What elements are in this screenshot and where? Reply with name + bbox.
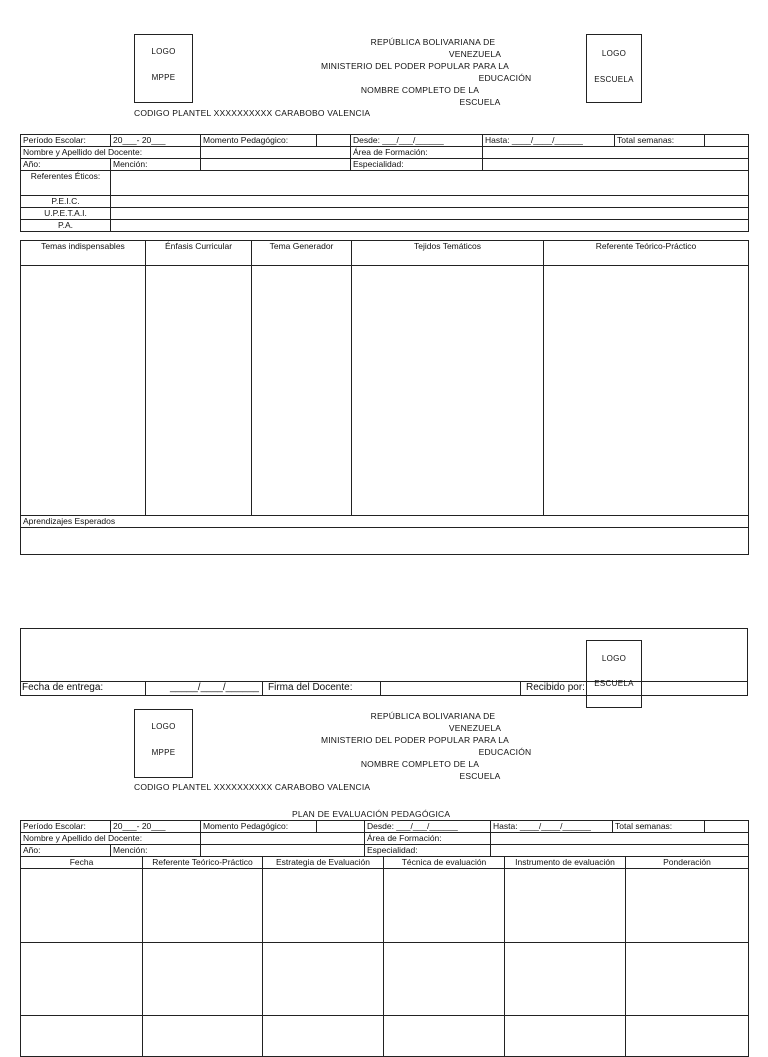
evaluation-cell[interactable]: [21, 943, 143, 1016]
area-field[interactable]: [483, 147, 749, 159]
school-code: CODIGO PLANTEL XXXXXXXXXX CARABOBO VALENCIA: [134, 108, 371, 118]
logo-label: LOGO: [601, 654, 627, 663]
mencion-field[interactable]: [201, 159, 351, 171]
logo-label: LOGO: [601, 49, 627, 58]
hasta-field[interactable]: Hasta: ____/____/______: [491, 821, 613, 833]
logo-escuela-box: [586, 640, 642, 708]
referente-cell[interactable]: [544, 266, 749, 516]
divider: [145, 681, 146, 696]
header-line-1: REPÚBLICA BOLIVARIANA DE: [370, 37, 496, 47]
divider: [380, 681, 381, 696]
evaluation-cell[interactable]: [143, 1016, 263, 1057]
col-tejidos: Tejidos Temáticos: [352, 241, 544, 266]
docente-field[interactable]: [201, 147, 351, 159]
area-field[interactable]: [491, 833, 749, 845]
area-label: Área de Formación:: [365, 833, 491, 845]
upetai-label: U.P.E.T.A.I.: [21, 208, 111, 220]
total-semanas-label: Total semanas:: [613, 821, 705, 833]
enfasis-cell[interactable]: [146, 266, 252, 516]
col-referente: Referente Teórico-Práctico: [544, 241, 749, 266]
tejidos-cell[interactable]: [352, 266, 544, 516]
anio-label: Año:: [21, 845, 111, 857]
referentes-field[interactable]: [111, 171, 749, 196]
mppe-label: MPPE: [151, 748, 176, 757]
header-line-4: EDUCACIÓN: [478, 747, 532, 757]
school-code: CODIGO PLANTEL XXXXXXXXXX CARABOBO VALENCIA: [134, 782, 371, 792]
docente-label: Nombre y Apellido del Docente:: [21, 833, 201, 845]
evaluation-cell[interactable]: [263, 943, 384, 1016]
evaluation-cell[interactable]: [505, 869, 626, 943]
header-line-6: ESCUELA: [459, 771, 501, 781]
fecha-entrega-field[interactable]: _____/____/______: [170, 682, 259, 693]
momento-field[interactable]: [317, 135, 351, 147]
evaluation-cell[interactable]: [263, 1016, 384, 1057]
divider: [262, 681, 263, 696]
col-instrumento: Instrumento de evaluación: [505, 857, 626, 869]
evaluation-cell[interactable]: [626, 943, 749, 1016]
aprendizajes-label: Aprendizajes Esperados: [21, 516, 749, 528]
logo-label: LOGO: [151, 722, 176, 731]
col-ponderacion: Ponderación: [626, 857, 749, 869]
planning-content-grid: [20, 240, 749, 555]
institution-header: [290, 710, 540, 782]
divider: [520, 681, 521, 696]
col-fecha: Fecha: [21, 857, 143, 869]
mencion-label: Mención:: [111, 845, 201, 857]
evaluation-cell[interactable]: [626, 869, 749, 943]
evaluation-cell[interactable]: [263, 869, 384, 943]
col-tecnica: Técnica de evaluación: [384, 857, 505, 869]
escuela-label: ESCUELA: [594, 75, 634, 84]
pa-label: P.A.: [21, 220, 111, 232]
evaluation-cell[interactable]: [143, 869, 263, 943]
evaluation-cell[interactable]: [505, 1016, 626, 1057]
logo-escuela-box: [586, 34, 642, 103]
docente-label: Nombre y Apellido del Docente:: [21, 147, 201, 159]
periodo-field[interactable]: 20___- 20___: [111, 135, 201, 147]
header-line-2: VENEZUELA: [448, 723, 502, 733]
header-line-2: VENEZUELA: [448, 49, 502, 59]
header-line-5: NOMBRE COMPLETO DE LA: [360, 85, 480, 95]
mppe-label: MPPE: [151, 73, 176, 82]
evaluation-cell[interactable]: [505, 943, 626, 1016]
especialidad-label: Especialidad:: [351, 159, 483, 171]
upetai-field[interactable]: [111, 208, 749, 220]
evaluation-grid: [20, 856, 749, 1057]
evaluation-cell[interactable]: [143, 943, 263, 1016]
temas-cell[interactable]: [21, 266, 146, 516]
header-line-3: MINISTERIO DEL PODER POPULAR PARA LA: [320, 735, 510, 745]
evaluation-plan-title: PLAN DE EVALUACIÓN PEDAGÓGICA: [292, 809, 451, 819]
momento-field[interactable]: [317, 821, 365, 833]
total-semanas-field[interactable]: [705, 821, 749, 833]
tema-generador-cell[interactable]: [252, 266, 352, 516]
periodo-label: Período Escolar:: [21, 135, 111, 147]
header-line-6: ESCUELA: [459, 97, 501, 107]
institution-header: [290, 36, 540, 108]
logo-mppe-box: [134, 34, 193, 103]
col-temas: Temas indispensables: [21, 241, 146, 266]
firma-label: Firma del Docente:: [268, 682, 353, 693]
desde-field[interactable]: Desde: ___/___/______: [365, 821, 491, 833]
total-semanas-field[interactable]: [705, 135, 749, 147]
momento-label: Momento Pedagógico:: [201, 821, 317, 833]
evaluation-cell[interactable]: [384, 943, 505, 1016]
peic-field[interactable]: [111, 196, 749, 208]
header-line-5: NOMBRE COMPLETO DE LA: [360, 759, 480, 769]
evaluation-cell[interactable]: [384, 1016, 505, 1057]
peic-label: P.E.I.C.: [21, 196, 111, 208]
periodo-label: Período Escolar:: [21, 821, 111, 833]
mencion-label: Mención:: [111, 159, 201, 171]
desde-field[interactable]: Desde: ___/___/______: [351, 135, 483, 147]
col-enfasis: Énfasis Curricular: [146, 241, 252, 266]
anio-label: Año:: [21, 159, 111, 171]
momento-label: Momento Pedagógico:: [201, 135, 317, 147]
escuela-label: ESCUELA: [594, 679, 634, 688]
especialidad-field[interactable]: [491, 845, 749, 857]
referentes-label: Referentes Éticos:: [21, 171, 111, 196]
especialidad-label: Especialidad:: [365, 845, 491, 857]
header-line-3: MINISTERIO DEL PODER POPULAR PARA LA: [320, 61, 510, 71]
recibido-label: Recibido por:: [526, 682, 585, 693]
planning-form-info: [20, 134, 749, 232]
col-referente: Referente Teórico-Práctico: [143, 857, 263, 869]
evaluation-cell[interactable]: [384, 869, 505, 943]
evaluation-cell[interactable]: [626, 1016, 749, 1057]
logo-label: LOGO: [151, 47, 176, 56]
aprendizajes-field[interactable]: [21, 528, 749, 555]
area-label: Área de Formación:: [351, 147, 483, 159]
fecha-entrega-label: Fecha de entrega:: [22, 682, 104, 693]
especialidad-field[interactable]: [483, 159, 749, 171]
logo-mppe-box: [134, 709, 193, 778]
evaluation-cell[interactable]: [21, 1016, 143, 1057]
evaluation-cell[interactable]: [21, 869, 143, 943]
evaluation-form-info: [20, 820, 749, 857]
pa-field[interactable]: [111, 220, 749, 232]
periodo-field[interactable]: 20___- 20___: [111, 821, 201, 833]
col-tema-generador: Tema Generador: [252, 241, 352, 266]
hasta-field[interactable]: Hasta: ____/____/______: [483, 135, 615, 147]
col-estrategia: Estrategia de Evaluación: [263, 857, 384, 869]
total-semanas-label: Total semanas:: [615, 135, 705, 147]
mencion-field[interactable]: [201, 845, 365, 857]
docente-field[interactable]: [201, 833, 365, 845]
header-line-4: EDUCACIÓN: [478, 73, 532, 83]
header-line-1: REPÚBLICA BOLIVARIANA DE: [370, 711, 496, 721]
